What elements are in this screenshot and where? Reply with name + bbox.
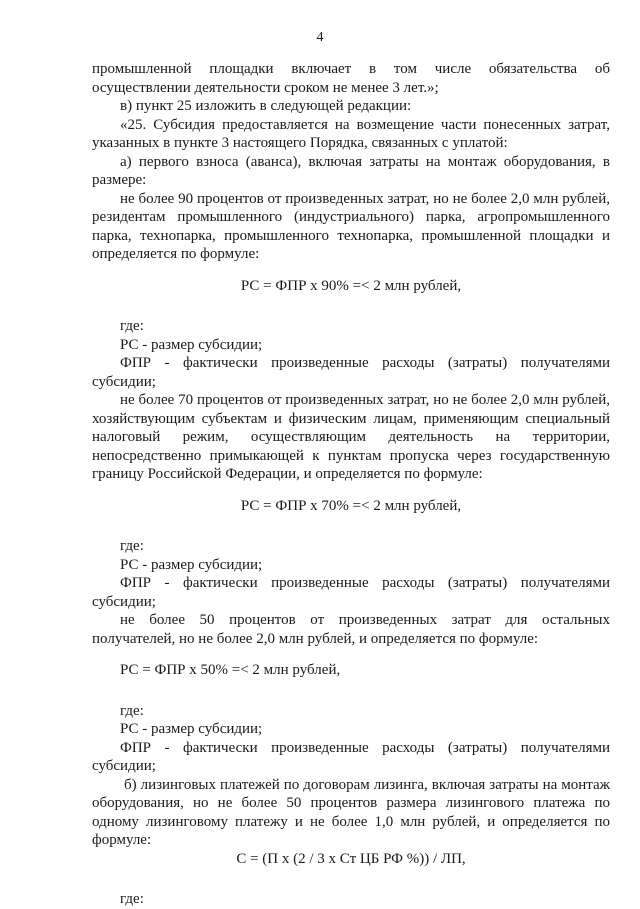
where-label: где: bbox=[120, 538, 144, 554]
definition-rs: РС - размер субсидии; bbox=[120, 336, 263, 353]
paragraph-item-v: в) пункт 25 изложить в следующей редакции: bbox=[120, 98, 412, 114]
document-body bbox=[92, 60, 610, 909]
definition-rs: РС - размер субсидии; bbox=[120, 721, 263, 737]
paragraph-90-percent: не более 90 процентов от произведенных затрат, но не более 2,0 млн рублей, резидентам промышленного (индустриального) парка, агропромышленного парка, технопарка, промышленного технопарка, промышленной площадки и определяется по формуле: bbox=[92, 190, 610, 262]
page-number: 4 bbox=[316, 30, 324, 45]
paragraph-item-a: а) первого взноса (аванса), включая затраты на монтаж оборудования, в размере: bbox=[92, 153, 610, 188]
formula-leasing: С = (П х (2 / 3 х Ст ЦБ РФ %)) / ЛП, bbox=[236, 850, 466, 867]
definition-rs: РС - размер субсидии; bbox=[120, 556, 263, 573]
paragraph-item-b: б) лизинговых платежей по договорам лизинга, включая затраты на монтаж оборудования, но не более 50 процентов размера лизингового платежа по одному лизинговому платежу и не более 1,0 млн рублей, и определяется по формуле: bbox=[92, 776, 610, 848]
formula-50-percent: РС = ФПР х 50% =< 2 млн рублей, bbox=[120, 662, 341, 678]
definition-fpr: ФПР - фактически произведенные расходы (затраты) получателями субсидии; bbox=[92, 355, 610, 390]
paragraph-50-percent: не более 50 процентов от произведенных затрат для остальных получателей, но не более 2,0 млн рублей, и определяется по формуле: bbox=[92, 612, 610, 647]
paragraph-point-25: «25. Субсидия предоставляется на возмещение части понесенных затрат, указанных в пункте 3 настоящего Порядка, связанных с уплатой: bbox=[92, 116, 610, 151]
formula-70-percent: РС = ФПР х 70% =< 2 млн рублей, bbox=[240, 497, 462, 514]
where-label: где: bbox=[120, 702, 144, 719]
formula-90-percent: РС = ФПР х 90% =< 2 млн рублей, bbox=[240, 277, 462, 294]
paragraph-continuation: промышленной площадки включает в том числе обязательства об осуществлении деятельности сроком не менее 3 лет.»; bbox=[92, 61, 610, 96]
definition-fpr: ФПР - фактически произведенные расходы (затраты) получателями субсидии; bbox=[92, 575, 610, 610]
paragraph-70-percent: не более 70 процентов от произведенных затрат, но не более 2,0 млн рублей, хозяйствующим субъектам и физическим лицам, применяющим специальный налоговый режим, осуществляющим деятельность на территории, непосредственно примыкающей к пунктам пропуска через государственную границу Российской Федерации, и определяется по формуле: bbox=[92, 392, 610, 482]
definition-fpr: ФПР - фактически произведенные расходы (затраты) получателями субсидии; bbox=[92, 739, 610, 774]
where-label: где: bbox=[120, 318, 144, 334]
where-label: где: bbox=[120, 891, 144, 907]
